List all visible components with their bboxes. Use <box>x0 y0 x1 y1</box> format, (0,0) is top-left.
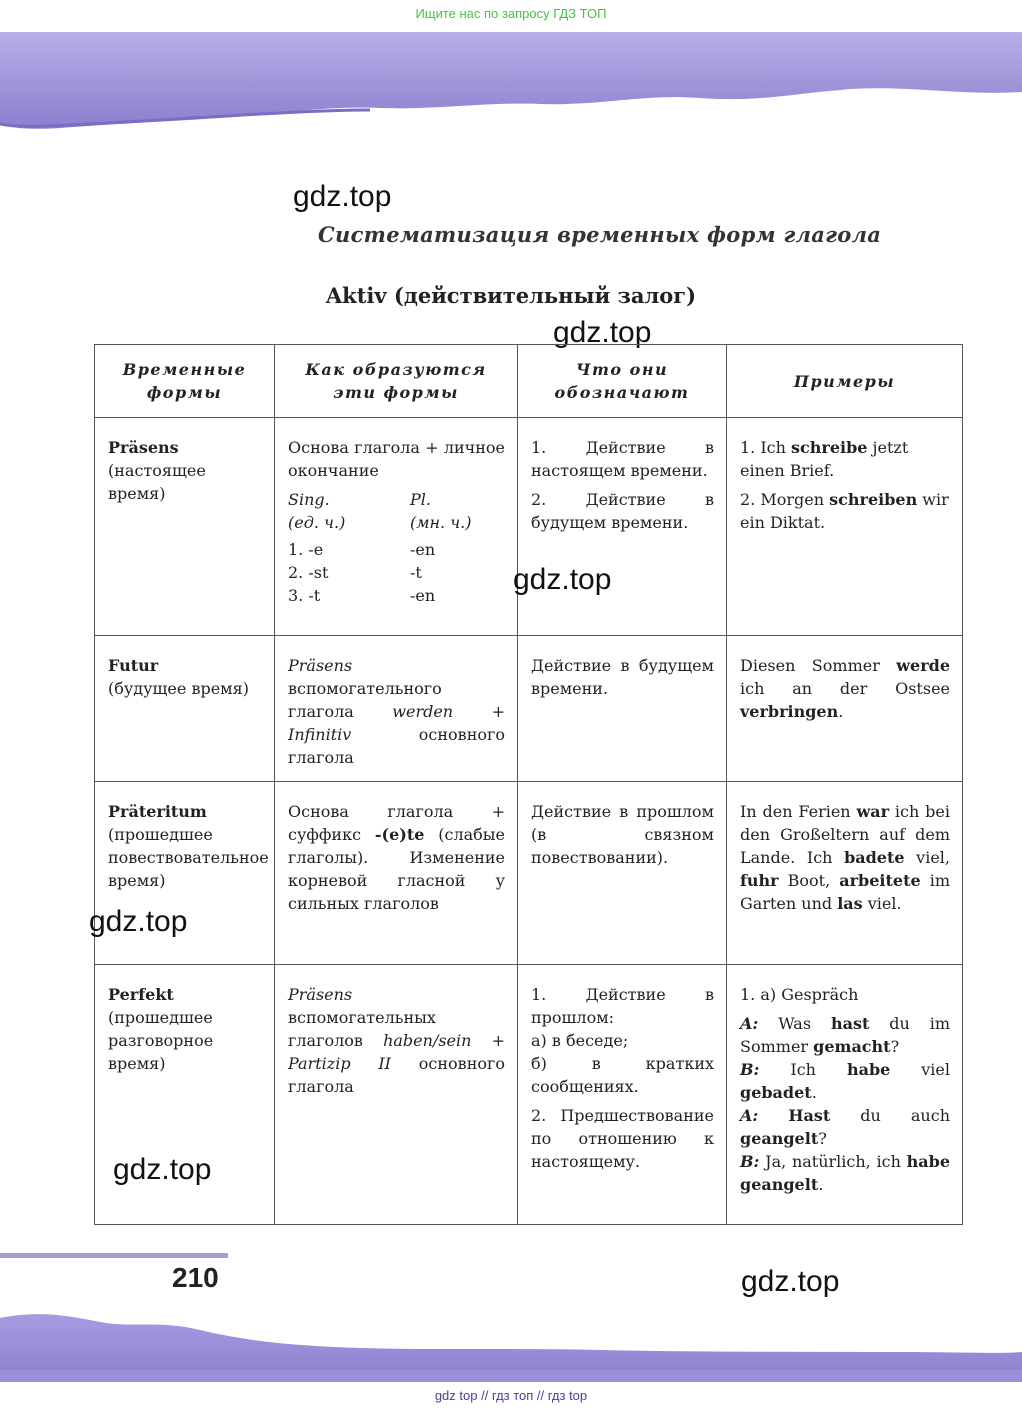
top-banner <box>0 32 1022 137</box>
page-number: 210 <box>172 1262 219 1293</box>
tense-name: Perfekt <box>108 985 174 1004</box>
header-formation: Как образуются эти формы <box>275 345 518 418</box>
example-2: 2. Morgen schreiben wir ein Diktat. <box>740 490 949 532</box>
table-row-perfekt <box>95 965 963 1225</box>
example-1: 1. Ich schreibe jetzt einen Brief. <box>740 438 909 480</box>
tense-note: (настоящее время) <box>108 461 206 503</box>
sing-note: (ед. ч.) <box>288 513 346 532</box>
table-header-row <box>95 345 963 418</box>
examples-cell <box>727 965 963 1225</box>
formation-cell: Основа глагола + суффикс -(e)te (слабые глаголы). Изменение корневой гласной у сильных глаголов <box>275 782 518 965</box>
tense-table <box>94 344 963 1225</box>
meaning-2: 2. Предшествование по отношению к настоящему. <box>531 1106 714 1171</box>
formation-cell: Präsens вспомогательных глаголов haben/sein + Partizip II основного глагола <box>275 965 518 1225</box>
bottom-links[interactable]: gdz top // гдз топ // гдз top <box>434 1388 588 1403</box>
examples-cell <box>727 418 963 636</box>
section-title: Систематизация временных форм глагола <box>318 222 882 247</box>
pl-label: Pl. <box>410 490 431 509</box>
sing-label: Sing. <box>288 490 330 509</box>
tense-name: Präteritum <box>108 802 207 821</box>
meaning-cell <box>518 965 727 1225</box>
subtitle: Aktiv (действительный залог) <box>325 283 697 308</box>
examples-cell: Diesen Sommer werde ich an der Ostsee verbringen. <box>727 636 963 782</box>
watermark: gdz.top <box>293 180 392 213</box>
formation-cell <box>275 418 518 636</box>
meaning-1a: а) в беседе; <box>531 1031 629 1050</box>
meaning: Действие в будущем времени. <box>531 656 714 698</box>
meaning-cell <box>518 782 727 965</box>
table-row-praeteritum <box>95 782 963 965</box>
watermark: gdz.top <box>741 1265 840 1298</box>
dialogue-line: B: Ich habe viel gebadet. <box>740 1060 951 1102</box>
header-examples: Примеры <box>727 345 963 418</box>
tense-cell <box>95 636 275 782</box>
examples-cell: In den Ferien war ich bei den Großeltern auf dem Lande. Ich badete viel, fuhr Boot, arbeitete im Garten und las viel. <box>727 782 963 965</box>
meaning-cell <box>518 418 727 636</box>
meaning-2: 2. Действие в будущем времени. <box>531 490 714 532</box>
watermark: gdz.top <box>513 563 612 596</box>
dialogue-line: A: Hast du auch geangelt? <box>740 1106 950 1148</box>
dialogue-line: A: Was hast du im Sommer gemacht? <box>740 1014 950 1056</box>
ending-row: 1. -e -en <box>288 540 436 559</box>
tense-note: (прошедшее повествовательное время) <box>108 825 269 890</box>
example-heading: 1. a) Gespräch <box>740 985 859 1004</box>
tense-note: (будущее время) <box>108 679 249 698</box>
top-search-note[interactable]: Ищите нас по запросу ГДЗ ТОП <box>415 6 607 21</box>
bottom-banner <box>0 1300 1022 1382</box>
tense-cell <box>95 418 275 636</box>
pl-note: (мн. ч.) <box>410 513 472 532</box>
table-row-praesens <box>95 418 963 636</box>
meaning: Действие в прошлом (в связном повествовании). <box>531 802 714 867</box>
tense-name: Präsens <box>108 438 179 457</box>
footer-rule <box>0 1253 228 1258</box>
ending-row: 3. -t -en <box>288 586 436 605</box>
tense-note: (прошедшее разговорное время) <box>108 1008 214 1073</box>
meaning-cell <box>518 636 727 782</box>
meaning-1b: б) в кратких сообщениях. <box>531 1054 714 1096</box>
watermark: gdz.top <box>89 905 188 938</box>
formation-cell: Präsens вспомогательного глагола werden + Infinitiv основного глагола <box>275 636 518 782</box>
meaning-1: 1. Действие в прошлом: <box>531 985 714 1027</box>
watermark: gdz.top <box>113 1153 212 1186</box>
ending-row: 2. -st -t <box>288 563 422 582</box>
watermark: gdz.top <box>553 316 652 349</box>
dialogue-line: B: Ja, natürlich, ich habe geangelt. <box>740 1152 950 1194</box>
table-row-futur <box>95 636 963 782</box>
meaning-1: 1. Действие в настоящем времени. <box>531 438 714 480</box>
formation-text: Основа глагола + личное окончание <box>288 438 505 480</box>
header-tense-forms: Временные формы <box>95 345 275 418</box>
header-meaning: Что они обозначают <box>518 345 727 418</box>
tense-name: Futur <box>108 656 159 675</box>
